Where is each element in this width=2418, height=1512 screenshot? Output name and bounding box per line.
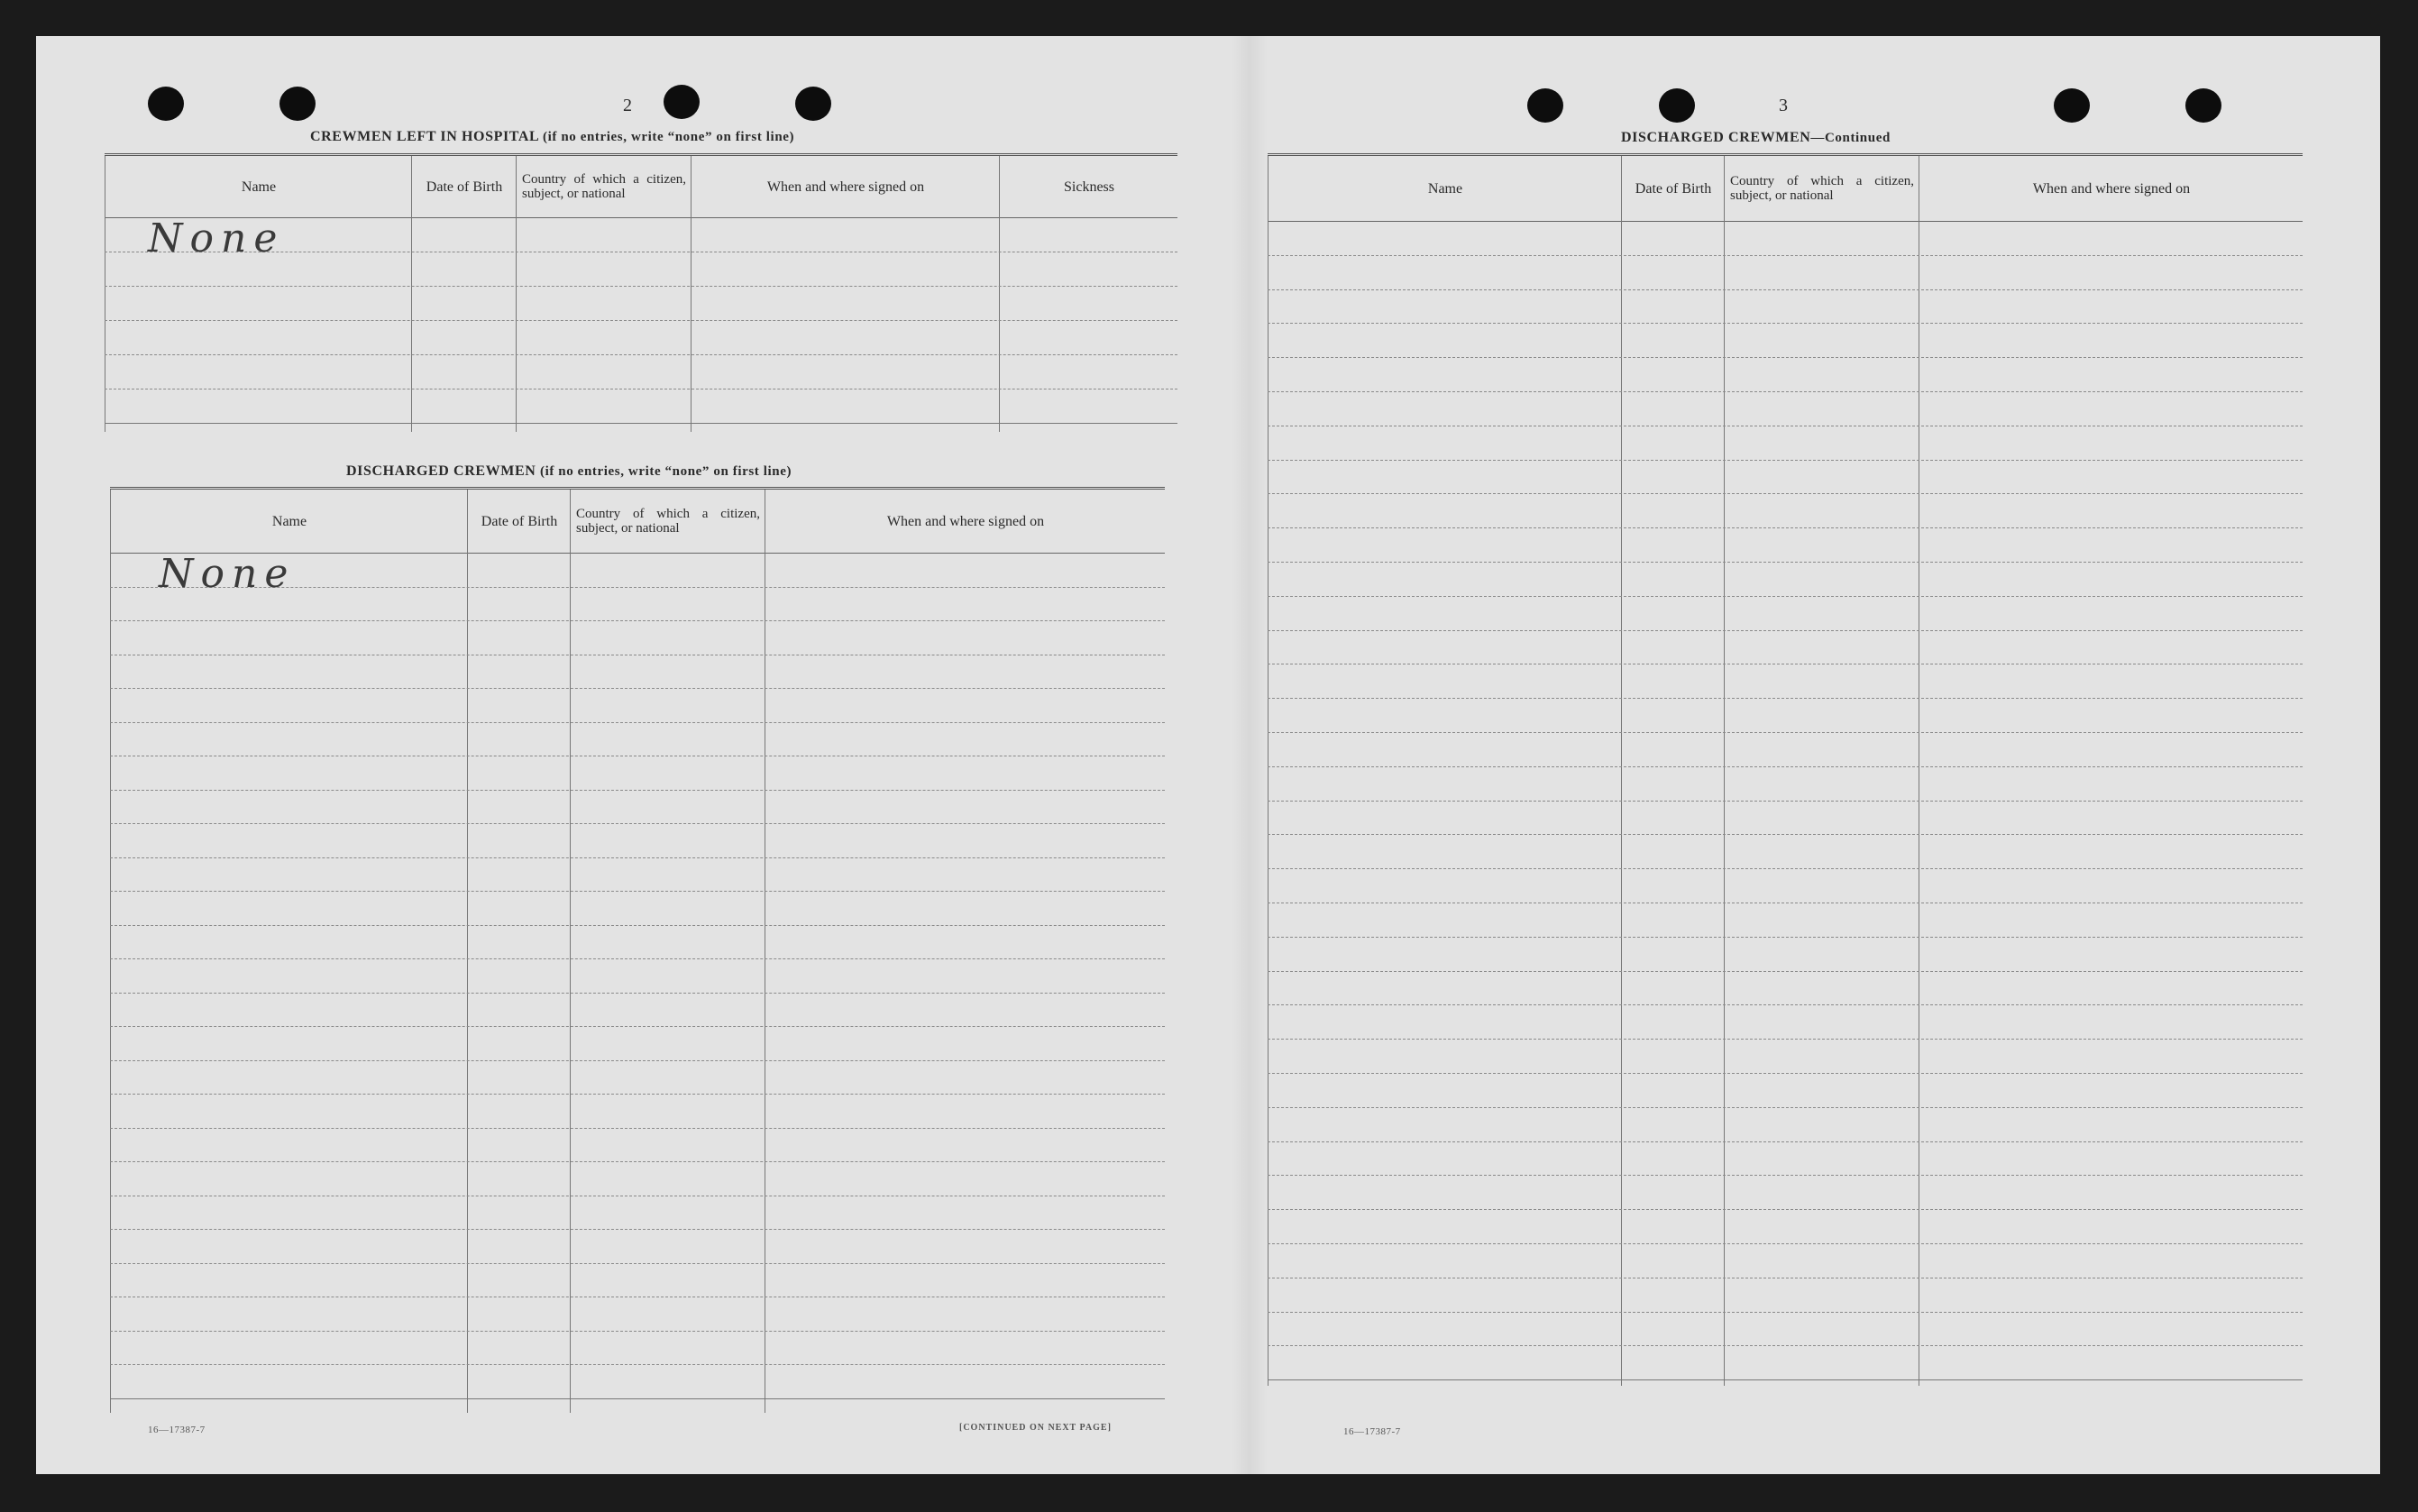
table-row bbox=[1268, 460, 2303, 461]
table-row bbox=[110, 1398, 1165, 1399]
discharged-title-note: (if no entries, write “none” on first line) bbox=[539, 464, 792, 479]
table-row bbox=[110, 620, 1165, 621]
table-row bbox=[110, 891, 1165, 892]
table-row bbox=[1268, 1039, 2303, 1040]
page-number: 2 bbox=[623, 96, 632, 115]
table-row bbox=[1268, 1243, 2303, 1244]
table-row bbox=[1268, 289, 2303, 290]
table-row bbox=[105, 423, 1177, 424]
table-row bbox=[110, 688, 1165, 689]
document-sheet bbox=[36, 36, 2380, 1474]
table-row bbox=[1268, 834, 2303, 835]
column-header-signed-on: When and where signed on bbox=[886, 513, 1045, 529]
table-row bbox=[110, 790, 1165, 791]
table-row bbox=[110, 1331, 1165, 1332]
handwritten-entry: None bbox=[159, 551, 296, 597]
table-row bbox=[110, 1026, 1165, 1027]
column-header-name: Name bbox=[271, 513, 307, 529]
column-header-country: Country of which a citizen, subject, or national bbox=[522, 172, 686, 201]
discharged-continued-title-text: DISCHARGED CREWMEN bbox=[1621, 130, 1811, 145]
left-page bbox=[36, 36, 1232, 1474]
table-row bbox=[110, 1263, 1165, 1264]
column-header-signed-on: When and where signed on bbox=[2032, 180, 2191, 197]
page-number: 3 bbox=[1779, 96, 1788, 115]
table-row bbox=[1268, 1345, 2303, 1346]
table-row bbox=[1268, 801, 2303, 802]
hospital-table bbox=[105, 153, 1177, 432]
table-row bbox=[110, 1094, 1165, 1095]
discharged-title-text: DISCHARGED CREWMEN bbox=[346, 463, 536, 479]
table-row bbox=[1268, 391, 2303, 392]
hospital-section-title bbox=[310, 129, 794, 145]
table-row bbox=[1268, 357, 2303, 358]
table-row bbox=[110, 722, 1165, 723]
table-rows bbox=[1268, 221, 2303, 1386]
table-row bbox=[105, 286, 1177, 287]
discharged-continued-title bbox=[1621, 130, 1891, 146]
table-row bbox=[1268, 971, 2303, 972]
discharged-table bbox=[110, 487, 1165, 1413]
table-row bbox=[1268, 493, 2303, 494]
discharged-continued-table bbox=[1268, 153, 2303, 1386]
table-row bbox=[110, 1229, 1165, 1230]
table-row bbox=[1268, 1209, 2303, 1210]
column-header-country: Country of which a citizen, subject, or national bbox=[1730, 174, 1914, 203]
table-row bbox=[1268, 255, 2303, 256]
form-number: 16—17387-7 bbox=[1343, 1426, 1401, 1437]
right-page bbox=[1268, 36, 2380, 1474]
table-row bbox=[110, 857, 1165, 858]
column-header-name: Name bbox=[1427, 180, 1463, 197]
table-row bbox=[110, 1161, 1165, 1162]
table-row bbox=[1268, 937, 2303, 938]
column-header-country: Country of which a citizen, subject, or national bbox=[576, 507, 760, 536]
discharged-section-title bbox=[346, 463, 792, 480]
form-number: 16—17387-7 bbox=[148, 1425, 206, 1435]
table-row bbox=[1268, 630, 2303, 631]
table-row bbox=[1268, 1073, 2303, 1074]
continued-label: —Continued bbox=[1810, 131, 1891, 145]
table-row bbox=[1268, 323, 2303, 324]
table-row bbox=[1268, 1379, 2303, 1380]
table-row bbox=[1268, 1141, 2303, 1142]
table-row bbox=[1268, 1107, 2303, 1108]
continued-note: [CONTINUED ON NEXT PAGE] bbox=[959, 1423, 1112, 1433]
table-row bbox=[1268, 596, 2303, 597]
table-row bbox=[110, 1364, 1165, 1365]
table-row bbox=[110, 958, 1165, 959]
table-row bbox=[1268, 562, 2303, 563]
column-header-sickness: Sickness bbox=[1064, 179, 1114, 195]
table-row bbox=[1268, 1004, 2303, 1005]
table-row bbox=[110, 925, 1165, 926]
table-row bbox=[110, 1128, 1165, 1129]
hospital-title-note: (if no entries, write “none” on first line) bbox=[543, 130, 795, 144]
column-header-name: Name bbox=[241, 179, 277, 195]
column-header-date-of-birth: Date of Birth bbox=[481, 513, 558, 529]
table-row bbox=[1268, 732, 2303, 733]
page-fold bbox=[1232, 36, 1268, 1474]
hospital-title-text: CREWMEN LEFT IN HOSPITAL bbox=[310, 129, 539, 144]
column-header-date-of-birth: Date of Birth bbox=[1635, 180, 1712, 197]
table-row bbox=[1268, 698, 2303, 699]
table-rows bbox=[110, 553, 1165, 1413]
table-row bbox=[1268, 527, 2303, 528]
table-row bbox=[110, 823, 1165, 824]
table-row bbox=[1268, 766, 2303, 767]
table-row bbox=[1268, 1312, 2303, 1313]
column-header-signed-on: When and where signed on bbox=[766, 179, 925, 195]
column-header-date-of-birth: Date of Birth bbox=[426, 179, 503, 195]
table-row bbox=[105, 354, 1177, 355]
table-row bbox=[1268, 1175, 2303, 1176]
table-row bbox=[105, 320, 1177, 321]
table-row bbox=[110, 1060, 1165, 1061]
table-row bbox=[1268, 868, 2303, 869]
handwritten-entry: None bbox=[148, 215, 285, 261]
table-row bbox=[110, 993, 1165, 994]
